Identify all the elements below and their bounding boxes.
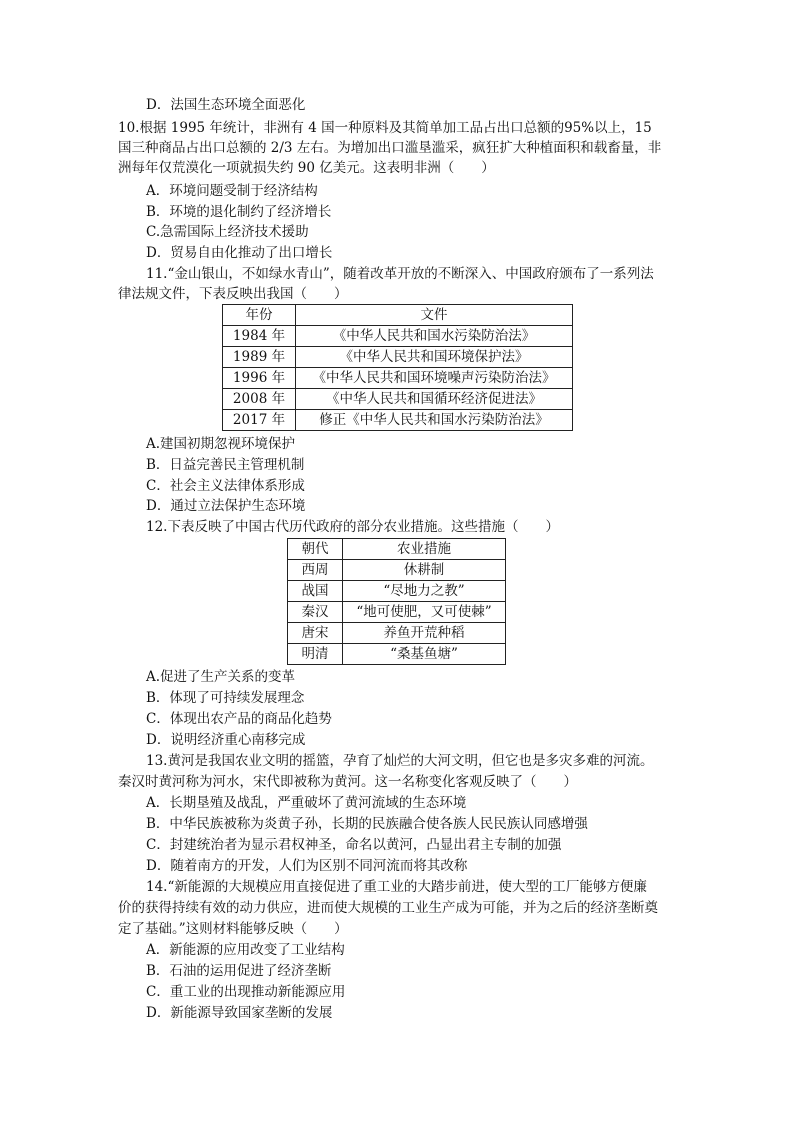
q10-option-a: A．环境问题受制于经济结构 <box>146 183 318 199</box>
q11-stem-line-1: 11.“金山银山，不如绿水青山”，随着改革开放的不断深入、中国政府颁布了一系列法 <box>146 266 654 282</box>
q10-option-b: B．环境的退化制约了经济增长 <box>146 204 332 220</box>
cell-document: 《中华人民共和国水污染防治法》 <box>296 326 573 347</box>
q12-stem-line-1: 12.下表反映了中国古代历代政府的部分农业措施。这些措施（ ） <box>146 519 559 535</box>
cell-dynasty: 明清 <box>288 644 343 665</box>
cell-measure: 养鱼开荒种稻 <box>343 623 506 644</box>
table-row <box>288 623 506 644</box>
q10-stem-line-1: 10.根据 1995 年统计，非洲有 4 国一种原料及其简单加工品占出口总额的95%以上，15 <box>118 120 652 136</box>
q13-stem-line-1: 13.黄河是我国农业文明的摇篮，孕育了灿烂的大河文明，但它也是多灾多难的河流。 <box>146 753 654 769</box>
q11-stem-line-2: 律法规文件，下表反映出我国（ ） <box>118 286 348 302</box>
q13-option-b: B．中华民族被称为炎黄子孙，长期的民族融合使各族人民民族认同感增强 <box>146 816 588 832</box>
table-row <box>223 347 573 368</box>
cell-dynasty: 西周 <box>288 560 343 581</box>
table-row <box>288 644 506 665</box>
table-header-row <box>223 305 573 326</box>
table-row <box>223 389 573 410</box>
q14-stem-line-1: 14.“新能源的大规模应用直接促进了重工业的大踏步前进，使大型的工厂能够方便廉 <box>146 879 647 895</box>
cell-dynasty: 唐宋 <box>288 623 343 644</box>
q10-option-c: C.急需国际上经济技术援助 <box>146 224 309 240</box>
q11-option-a: A.建国初期忽视环境保护 <box>146 436 296 452</box>
cell-measure: 休耕制 <box>343 560 506 581</box>
q13-option-c: C．封建统治者为显示君权神圣，命名以黄河，凸显出君主专制的加强 <box>146 837 562 853</box>
q13-option-d: D．随着南方的开发，人们为区别不同河流而将其改称 <box>146 858 468 874</box>
table-row <box>223 410 573 431</box>
q14-option-d: D．新能源导致国家垄断的发展 <box>146 1005 333 1021</box>
q14-option-a: A．新能源的应用改变了工业结构 <box>146 942 345 958</box>
cell-dynasty: 秦汉 <box>288 602 343 623</box>
cell-year: 1989 年 <box>223 347 296 368</box>
q12-option-c: C．体现出农产品的商品化趋势 <box>146 711 332 727</box>
cell-document: 《中华人民共和国环境保护法》 <box>296 347 573 368</box>
q12-option-b: B．体现了可持续发展理念 <box>146 690 305 706</box>
header-document: 文件 <box>296 305 573 326</box>
cell-document: 《中华人民共和国环境噪声污染防治法》 <box>296 368 573 389</box>
cell-year: 2008 年 <box>223 389 296 410</box>
q11-option-c: C．社会主义法律体系形成 <box>146 478 305 494</box>
q11-option-d: D．通过立法保护生态环境 <box>146 498 306 514</box>
cell-measure: “尽地力之教” <box>343 581 506 602</box>
header-measure: 农业措施 <box>343 539 506 560</box>
header-dynasty: 朝代 <box>288 539 343 560</box>
q12-agriculture-table <box>287 538 506 665</box>
q14-stem-line-2: 价的获得持续有效的动力供应，进而使大规模的工业生产成为可能，并为之后的经济垄断奠 <box>118 900 658 916</box>
cell-measure: “地可使肥，又可使棘” <box>343 602 506 623</box>
cell-year: 2017 年 <box>223 410 296 431</box>
q13-option-a: A．长期垦殖及战乱，严重破坏了黄河流域的生态环境 <box>146 795 467 811</box>
table-row <box>223 326 573 347</box>
q11-option-b: B．日益完善民主管理机制 <box>146 457 305 473</box>
table-row <box>288 602 506 623</box>
header-year: 年份 <box>223 305 296 326</box>
q13-stem-line-2: 秦汉时黄河称为河水，宋代即被称为黄河。这一名称变化客观反映了（ ） <box>118 774 577 790</box>
q9-option-d: D．法国生态环境全面恶化 <box>146 97 306 113</box>
table-header-row <box>288 539 506 560</box>
table-row <box>288 581 506 602</box>
q12-option-d: D．说明经济重心南移完成 <box>146 732 306 748</box>
cell-document: 修正《中华人民共和国水污染防治法》 <box>296 410 573 431</box>
cell-measure: “桑基鱼塘” <box>343 644 506 665</box>
q10-option-d: D．贸易自由化推动了出口增长 <box>146 245 333 261</box>
cell-year: 1996 年 <box>223 368 296 389</box>
cell-year: 1984 年 <box>223 326 296 347</box>
q11-law-table <box>222 304 573 431</box>
q14-option-b: B．石油的运用促进了经济垄断 <box>146 963 332 979</box>
cell-document: 《中华人民共和国循环经济促进法》 <box>296 389 573 410</box>
q10-stem-line-3: 洲每年仅荒漠化一项就损失约 90 亿美元。这表明非洲（ ） <box>118 160 495 176</box>
q14-option-c: C．重工业的出现推动新能源应用 <box>146 984 346 1000</box>
table-row <box>288 560 506 581</box>
q14-stem-line-3: 定了基础。”这则材料能够反映（ ） <box>118 921 348 937</box>
table-row <box>223 368 573 389</box>
q10-stem-line-2: 国三种商品占出口总额的 2/3 左右。为增加出口滥垦滥采，疯狂扩大种植面积和载畜量，非 <box>118 140 662 156</box>
cell-dynasty: 战国 <box>288 581 343 602</box>
q12-option-a: A.促进了生产关系的变革 <box>146 669 296 685</box>
